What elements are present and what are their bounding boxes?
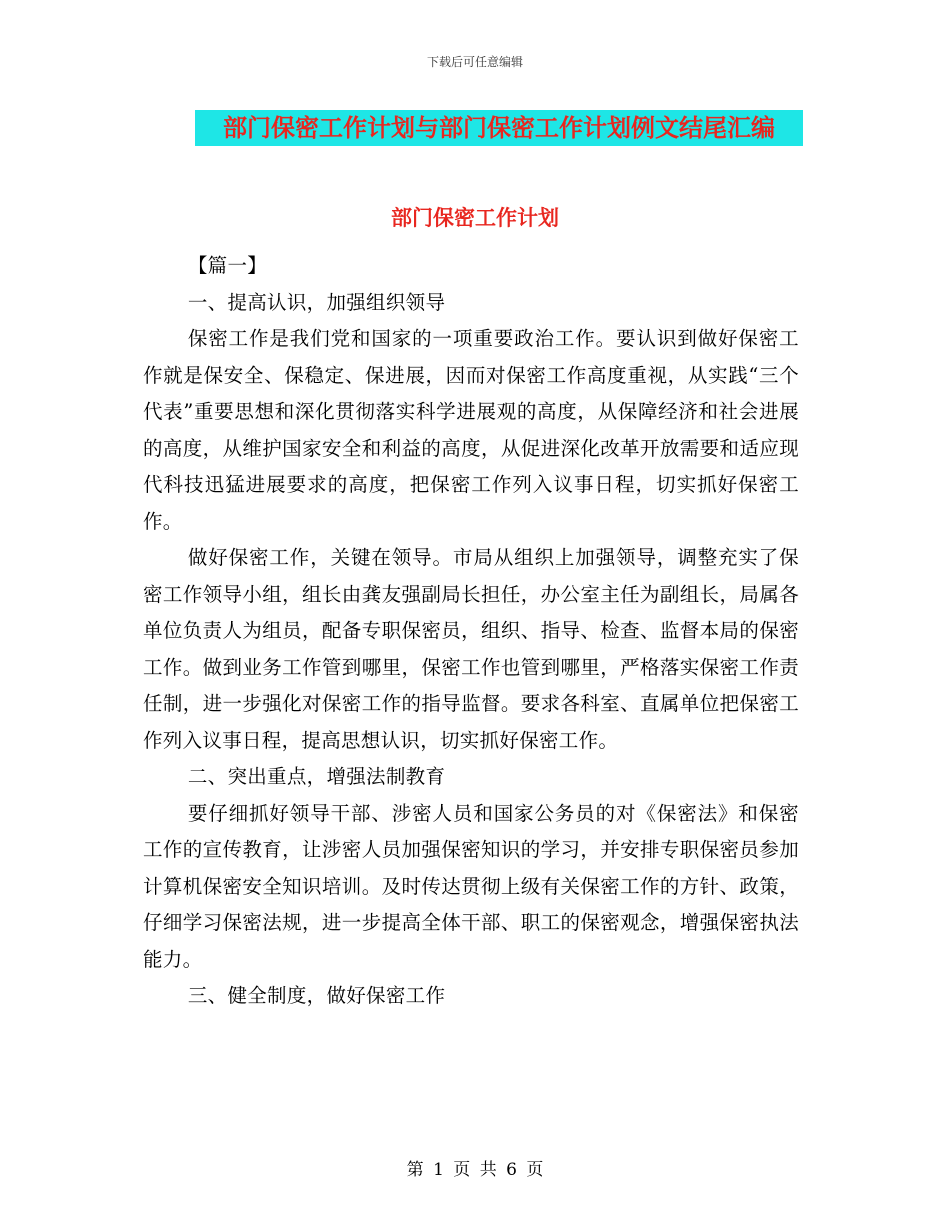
page-footer: 第 1 页 共 6 页 <box>406 1160 544 1180</box>
subheading-1: 一、提高认识，加强组织领导 <box>187 290 446 314</box>
paragraph-label: 【篇一】 <box>187 254 268 277</box>
header-note: 下载后可任意编辑 <box>426 55 523 69</box>
document-title: 部门保密工作计划与部门保密工作计划例文结尾汇编 <box>195 110 803 146</box>
document-body <box>143 248 799 1015</box>
paragraph: 保密工作是我们党和国家的一项重要政治工作。要认识到做好保密工作就是保安全、保稳定、保进展，因而对保密工作高度重视，从实践“三个代表”重要思想和深化贯彻落实科学进展观的高度，从保障经济和社会进展的高度，从维护国家安全和利益的高度，从促进深化改革开放需要和适应现代科技迅猛进展要求的高度，把保密工作列入议事日程，切实抓好保密工作。 <box>143 327 799 533</box>
paragraph: 做好保密工作，关键在领导。市局从组织上加强领导，调整充实了保密工作领导小组，组长由龚友强副局长担任，办公室主任为副组长，局属各单位负责人为组员，配备专职保密员，组织、指导、检查、监督本局的保密工作。做到业务工作管到哪里，保密工作也管到哪里，严格落实保密工作责任制，进一步强化对保密工作的指导监督。要求各科室、直属单位把保密工作列入议事日程，提高思想认识，切实抓好保密工作。 <box>143 546 799 752</box>
paragraph: 要仔细抓好领导干部、涉密人员和国家公务员的对《保密法》和保密工作的宣传教育，让涉密人员加强保密知识的学习，并安排专职保密员参加计算机保密安全知识培训。及时传达贯彻上级有关保密工作的方针、政策，仔细学习保密法规，进一步提高全体干部、职工的保密观念，增强保密执法能力。 <box>143 801 799 971</box>
subheading-3: 三、健全制度，做好保密工作 <box>187 984 446 1007</box>
subheading-2: 二、突出重点，增强法制教育 <box>187 765 446 788</box>
section-title: 部门保密工作计划 <box>391 206 559 230</box>
